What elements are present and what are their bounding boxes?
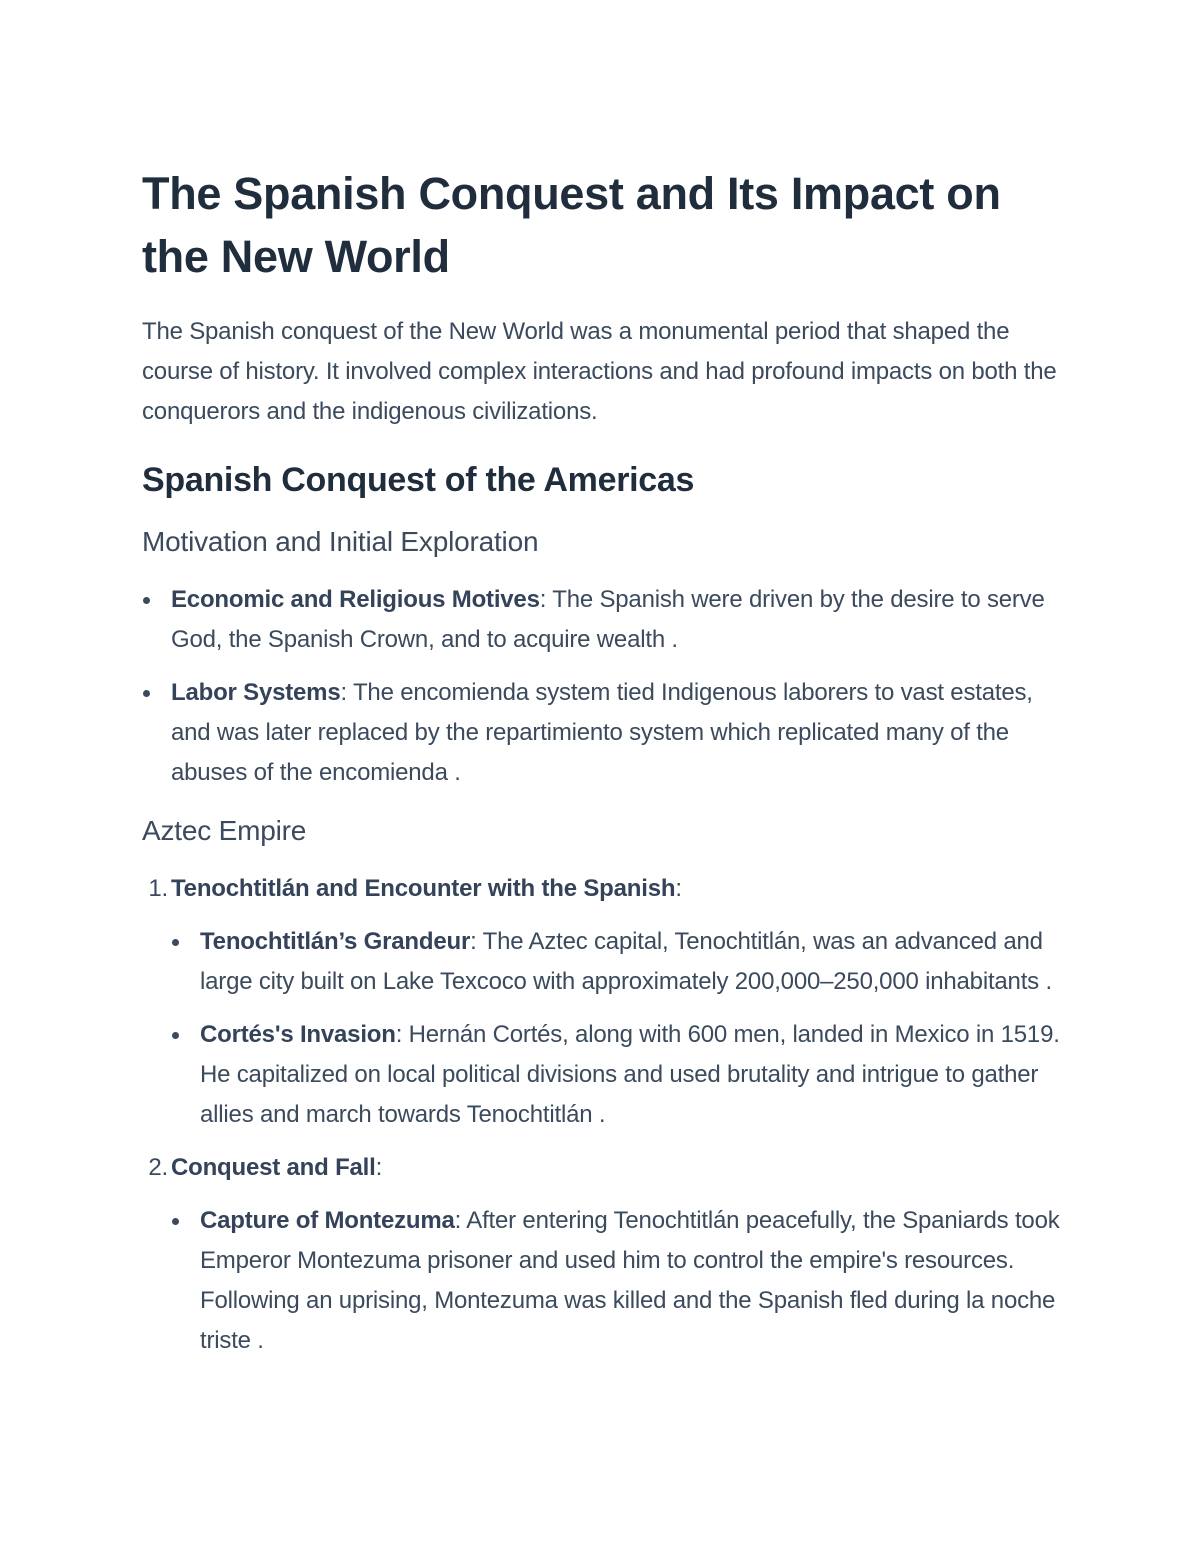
bullet-icon (172, 939, 179, 946)
list-item (142, 673, 1072, 793)
section-heading: Spanish Conquest of the Americas (142, 461, 695, 499)
bullet-icon (143, 690, 150, 697)
list-item-text: : After entering Tenochtitlán peacefully, the Spaniards took Emperor Montezuma prisoner and used him to control the empire's resources. Following an uprising, Montezuma was killed and the Spanish fled during la noche triste . (200, 1207, 1060, 1354)
list-item-text: : Hernán Cortés, along with 600 men, landed in Mexico in 1519. He capitalized on local political divisions and used brutality and intrigue to gather allies and march towards Tenochtitlán . (200, 1021, 1060, 1128)
document-page (142, 162, 1072, 1374)
list-item-term: Conquest and Fall (171, 1154, 376, 1181)
list-item-term: Capture of Montezuma (200, 1207, 455, 1234)
list-item-text: : The encomienda system tied Indigenous laborers to vast estates, and was later replaced by the repartimiento system which replicated many of the abuses of the encomienda . (171, 679, 1033, 786)
subsection-heading-aztec: Aztec Empire (142, 815, 307, 846)
sub-list (171, 1201, 1072, 1361)
bullet-icon (172, 1218, 179, 1225)
list-item-text: : (675, 875, 682, 902)
item-number: 2. (148, 1154, 168, 1181)
list-item-term: Cortés's Invasion (200, 1021, 396, 1048)
subsection-heading-motivation: Motivation and Initial Exploration (142, 526, 539, 557)
sub-list-item (171, 1201, 1072, 1361)
bullet-icon (172, 1032, 179, 1039)
intro-paragraph: The Spanish conquest of the New World was a monumental period that shaped the course of history. It involved complex interactions and had profound impacts on both the conquerors and the indigenous civilizations. (142, 318, 1057, 425)
list-item-term: Tenochtitlán and Encounter with the Spanish (171, 875, 676, 902)
motivation-list (142, 580, 1072, 793)
list-item-term: Labor Systems (171, 679, 341, 706)
list-item-text: : (375, 1154, 383, 1181)
bullet-icon (143, 597, 150, 604)
document-title: The Spanish Conquest and Its Impact on the New World (142, 168, 1001, 282)
item-number: 1. (148, 875, 168, 902)
sub-list-item (171, 1015, 1072, 1135)
list-item (142, 580, 1072, 660)
list-item-term: Economic and Religious Motives (171, 586, 540, 613)
sub-list (171, 922, 1072, 1135)
list-item-term: Tenochtitlán’s Grandeur (200, 928, 471, 955)
numbered-item (142, 1148, 1072, 1361)
numbered-item (142, 869, 1072, 1135)
list-item-text: : The Spanish were driven by the desire to serve God, the Spanish Crown, and to acquire wealth . (171, 586, 1045, 653)
aztec-list (142, 869, 1072, 1361)
list-item-text: : The Aztec capital, Tenochtitlán, was an advanced and large city built on Lake Texcoco with approximately 200,000–250,000 inhabitants . (200, 928, 1052, 995)
sub-list-item (171, 922, 1072, 1002)
